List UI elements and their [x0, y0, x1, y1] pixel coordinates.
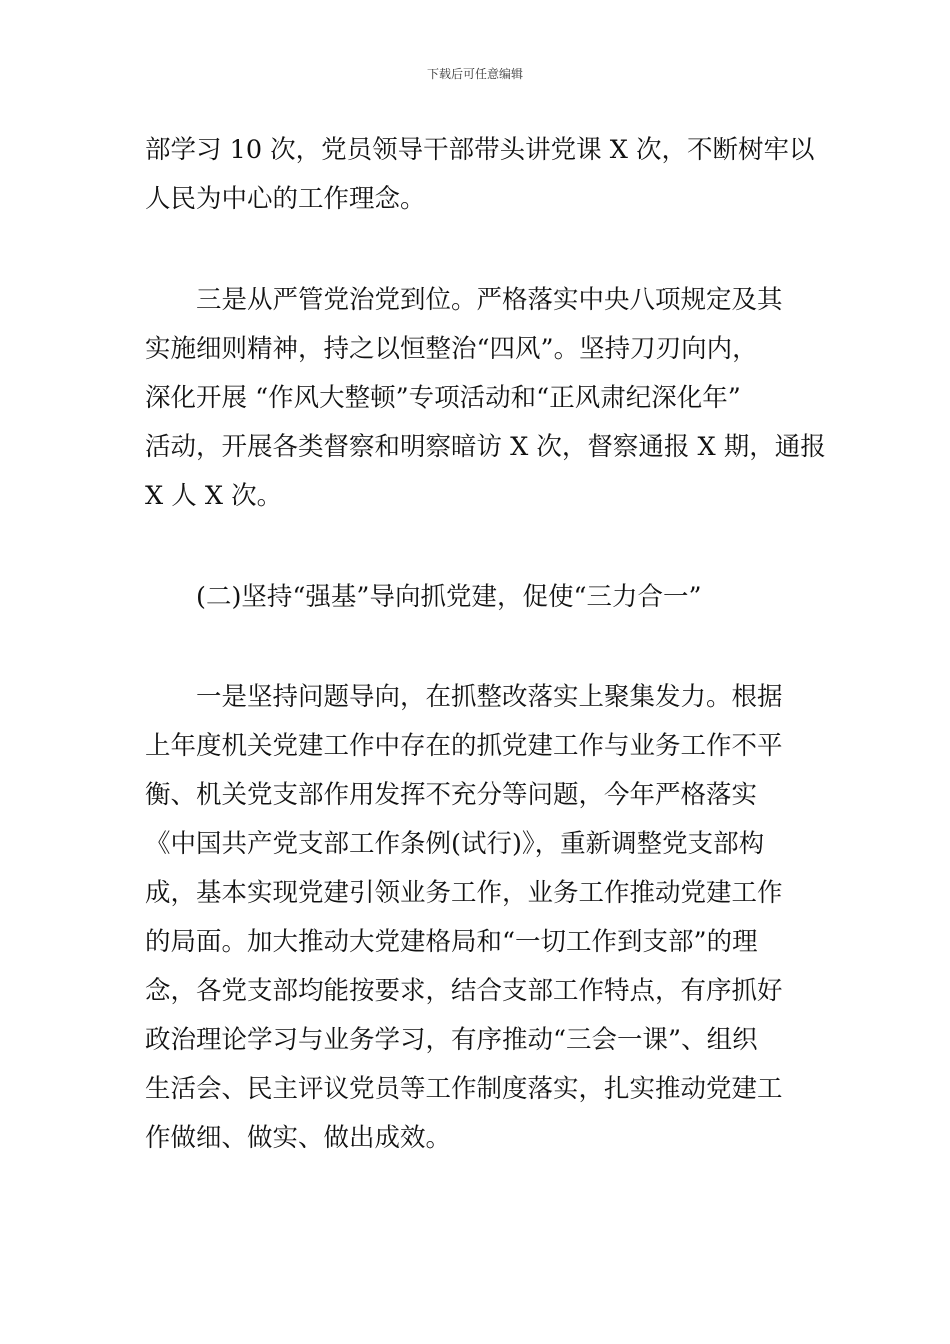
text-line: 活动，开展各类督察和明察暗访 X 次，督察通报 X 期，通报 — [145, 432, 826, 462]
page-header: 下载后可任意编辑 — [426, 67, 523, 81]
section-heading — [145, 573, 810, 622]
paragraph-problem-orientation — [145, 673, 810, 1163]
text-line: 政治理论学习与业务学习，有序推动“三会一课”、组织 — [145, 1025, 758, 1055]
text-line: 生活会、民主评议党员等工作制度落实，扎实推动党建工 — [145, 1074, 783, 1104]
text-line: X 人 X 次。 — [145, 481, 283, 511]
paragraph-continuation — [145, 126, 815, 224]
text-line: 上年度机关党建工作中存在的抓党建工作与业务工作不平 — [145, 731, 783, 761]
text-line: 念，各党支部均能按要求，结合支部工作特点，有序抓好 — [145, 976, 783, 1006]
text-line: 一是坚持问题导向，在抓整改落实上聚集发力。根据 — [196, 682, 783, 712]
text-line: (二)坚持“强基”导向抓党建，促使“三力合一” — [196, 582, 702, 612]
text-line: 三是从严管党治党到位。严格落实中央八项规定及其 — [196, 285, 783, 315]
text-line: 衡、机关党支部作用发挥不充分等问题，今年严格落实 — [145, 780, 758, 810]
text-line: 成，基本实现党建引领业务工作，业务工作推动党建工作 — [145, 878, 783, 908]
text-line: 部学习 10 次，党员领导干部带头讲党课 X 次，不断树牢以 — [145, 135, 815, 165]
text-line: 人民为中心的工作理念。 — [145, 184, 426, 214]
text-line: 深化开展 “作风大整顿”专项活动和“正风肃纪深化年” — [145, 383, 741, 413]
text-line: 实施细则精神，持之以恒整治“四风”。坚持刀刃向内， — [145, 334, 758, 364]
paragraph-strict-governance — [145, 276, 826, 521]
text-line: 《中国共产党支部工作条例(试行)》，重新调整党支部构 — [145, 829, 765, 859]
text-line: 作做细、做实、做出成效。 — [145, 1123, 452, 1153]
text-line: 的局面。加大推动大党建格局和“一切工作到支部”的理 — [145, 927, 758, 957]
